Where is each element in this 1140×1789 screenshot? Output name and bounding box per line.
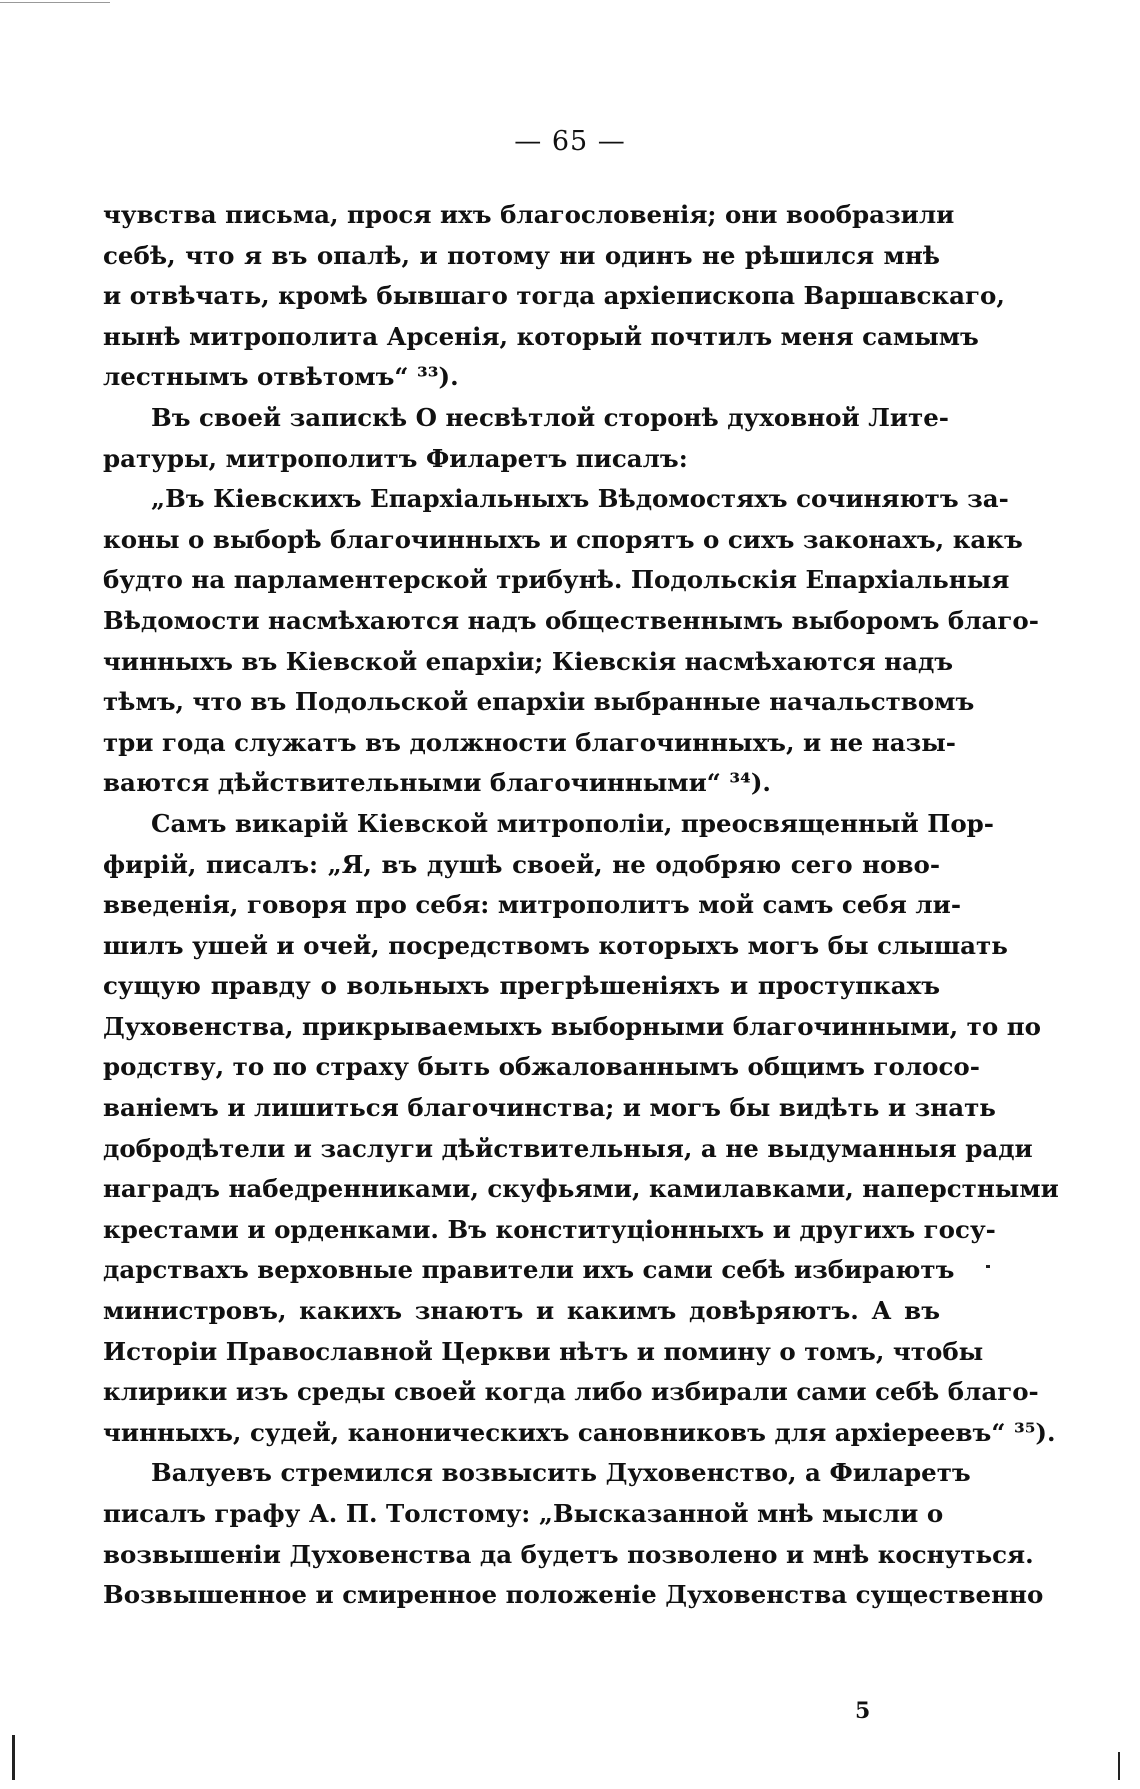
text-line: возвышеніи Духовенства да будетъ позволено и мнѣ коснуться. [103, 1539, 1034, 1569]
text-line: Въ своей запискѣ О несвѣтлой сторонѣ духовной Лите- [151, 402, 949, 432]
paragraph-2 [103, 398, 949, 479]
text-line: Исторіи Православной Церкви нѣтъ и помину о томъ, чтобы [103, 1336, 984, 1366]
paragraph-5 [103, 1453, 1044, 1615]
text-line: ваются дѣйствительными благочинными“ ³⁴). [103, 768, 771, 798]
text-line: Духовенства, прикрываемыхъ выборными благочинными, то по [103, 1011, 1041, 1041]
text-line: введенія, говоря про себя: митрополитъ мой самъ себя ли- [103, 890, 962, 920]
text-line: наградъ набедренниками, скуфьями, камилавками, наперстными [103, 1174, 1059, 1204]
text-line: чинныхъ, судей, каноническихъ сановниковъ для архіереевъ“ ³⁵). [103, 1417, 1056, 1447]
text-line: будто на парламентерской трибунѣ. Подольскія Епархіальныя [103, 565, 1010, 595]
paragraph-4 [103, 804, 1059, 1454]
text-line: и отвѣчать, кромѣ бывшаго тогда архіепископа Варшавскаго, [103, 281, 1005, 311]
scan-artifact-dot [986, 1265, 990, 1268]
text-line: крестами и орденками. Въ конституціонныхъ и другихъ госу- [103, 1214, 996, 1244]
body-text [103, 195, 1059, 1616]
text-line: Валуевъ стремился возвысить Духовенство, а Филаретъ [151, 1458, 971, 1488]
text-line: лестнымъ отвѣтомъ“ ³³). [103, 362, 459, 392]
text-line: себѣ, что я въ опалѣ, и потому ни одинъ не рѣшился мнѣ [103, 240, 940, 270]
text-line: Самъ викарій Кіевской митрополіи, преосвященный Пор- [151, 808, 994, 838]
page-number: — 65 — [514, 126, 626, 157]
text-line: фирій, писалъ: „Я, въ душѣ своей, не одобряю сего ново- [103, 849, 940, 879]
text-line: тѣмъ, что въ Подольской епархіи выбранные начальствомъ [103, 687, 975, 717]
text-line: чинныхъ въ Кіевской епархіи; Кіевскія насмѣхаются надъ [103, 646, 954, 676]
paragraph-1 [103, 195, 1005, 398]
text-line: дарствахъ верховные правители ихъ сами себѣ избираютъ [103, 1255, 955, 1285]
text-line: родству, то по страху быть обжалованнымъ общимъ голосо- [103, 1052, 980, 1082]
text-line: министровъ, какихъ знаютъ и какимъ довѣряютъ. А въ [103, 1296, 940, 1326]
text-line: „Въ Кіевскихъ Епархіальныхъ Вѣдомостяхъ сочиняютъ за- [151, 484, 1009, 514]
text-line: сущую правду о вольныхъ прегрѣшеніяхъ и проступкахъ [103, 971, 940, 1001]
signature-mark: 5 [855, 1698, 871, 1724]
paragraph-3-quotation [103, 479, 1039, 804]
text-line: писалъ графу А. П. Толстому: „Высказанной мнѣ мысли о [103, 1499, 944, 1528]
text-line: Возвышенное и смиренное положеніе Духовенства существенно [103, 1580, 1044, 1610]
text-line: коны о выборѣ благочинныхъ и спорятъ о сихъ законахъ, какъ [103, 524, 1023, 554]
scan-artifact-left [12, 1735, 15, 1780]
scan-artifact-right [1118, 1752, 1120, 1780]
text-line: ваніемъ и лишиться благочинства; и могъ бы видѣть и знать [103, 1093, 996, 1123]
text-line: три года служатъ въ должности благочинныхъ, и не назы- [103, 727, 956, 757]
text-line: добродѣтели и заслуги дѣйствительныя, а не выдуманныя ради [103, 1133, 1033, 1163]
text-line: нынѣ митрополита Арсенія, который почтилъ меня самымъ [103, 321, 979, 351]
text-line: чувства письма, прося ихъ благословенія; они вообразили [103, 200, 955, 229]
text-line: ратуры, митрополитъ Филаретъ писалъ: [103, 443, 688, 473]
text-line: Вѣдомости насмѣхаются надъ общественнымъ выборомъ благо- [103, 605, 1039, 635]
scan-artifact-top [0, 2, 110, 3]
text-line: шилъ ушей и очей, посредствомъ которыхъ могъ бы слышать [103, 930, 1008, 960]
text-line: клирики изъ среды своей когда либо избирали сами себѣ благо- [103, 1377, 1039, 1407]
